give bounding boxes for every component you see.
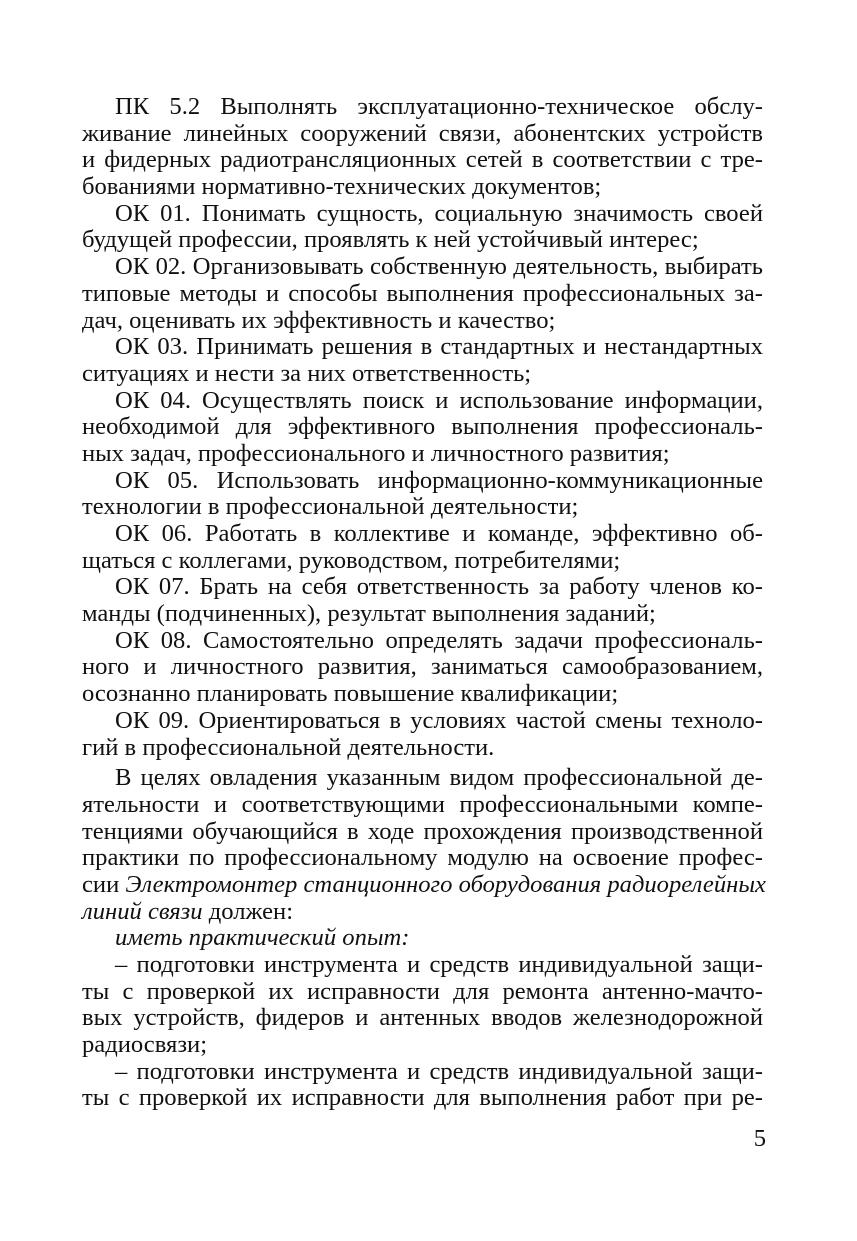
text-line: осознанно планировать повышение квалификации; xyxy=(82,680,619,708)
text-line: ОК 05. Использовать информационно-коммуникационные xyxy=(115,466,763,494)
text-line: манды (подчиненных), результат выполнения заданий; xyxy=(82,600,656,628)
text-line: живание линейных сооружений связи, абонентских устройств xyxy=(82,119,763,147)
experience-heading: иметь практический опыт: xyxy=(115,924,410,952)
paragraph-ok-04 xyxy=(82,388,763,468)
text-line: ных задач, профессионального и личностного развития; xyxy=(82,439,670,467)
text-line: ОК 04. Осуществлять поиск и использование информации, xyxy=(115,386,763,414)
text-line: вых устройств, фидеров и антенных вводов железнодорожной xyxy=(82,1004,763,1032)
text-line: типовые методы и способы выполнения профессиональных за- xyxy=(82,279,763,307)
text-line: В целях овладения указанным видом профессиональной де- xyxy=(115,764,763,792)
text-line xyxy=(82,899,763,926)
text-line: радиосвязи; xyxy=(82,1031,208,1059)
paragraph-ok-03 xyxy=(82,334,763,387)
paragraph-pk-5-2 xyxy=(82,94,763,201)
text-line: – подготовки инструмента и средств индивидуальной защи- xyxy=(115,951,763,978)
profession-prefix: сии xyxy=(82,870,126,898)
text-line: технологии в профессиональной деятельности; xyxy=(82,493,579,521)
text-line: ОК 01. Понимать сущность, социальную значимость своей xyxy=(115,199,763,227)
text-line: ты с проверкой их исправности для выполнения работ при ре- xyxy=(82,1084,763,1112)
text-line: ты с проверкой их исправности для ремонта антенно-мачто- xyxy=(82,977,763,1005)
must-text: должен: xyxy=(202,897,294,925)
paragraph-ok-02 xyxy=(82,254,763,334)
experience-item-1 xyxy=(82,952,763,1059)
paragraph-ok-07 xyxy=(82,574,763,627)
text-line: будущей профессии, проявлять к ней устойчивый интерес; xyxy=(82,226,699,254)
text-line: ОК 02. Организовывать собственную деятельность, выбирать xyxy=(115,253,763,281)
profession-title-part-2: линий связи xyxy=(82,897,203,925)
text-line: ОК 03. Принимать решения в стандартных и нестандартных xyxy=(115,333,763,361)
text-line: гий в профессиональной деятельности. xyxy=(82,733,495,761)
profession-title-part-1: Электромонтер станционного оборудования радиорелейных xyxy=(125,870,766,898)
text-line: – подготовки инструмента и средств индивидуальной защи- xyxy=(115,1057,763,1085)
text-line: щаться с коллегами, руководством, потребителями; xyxy=(82,546,621,574)
page-number: 5 xyxy=(753,1125,766,1152)
paragraph-ok-09 xyxy=(82,708,763,761)
text-line: ОК 06. Работать в коллективе и команде, эффективно об- xyxy=(115,520,763,547)
text-line: ситуациях и нести за них ответственность; xyxy=(82,359,532,387)
paragraph-intro xyxy=(82,764,766,925)
paragraph-ok-06 xyxy=(82,521,763,574)
text-line xyxy=(82,870,766,899)
text-line: ятельности и соответствующими профессиональными компе- xyxy=(82,790,763,818)
text-line: ного и личностного развития, заниматься самообразованием, xyxy=(82,653,763,681)
text-line: и фидерных радиотрансляционных сетей в соответствии с тре- xyxy=(82,146,763,174)
text-line: бованиями нормативно-технических документов; xyxy=(82,173,602,201)
text-line: дач, оценивать их эффективность и качество; xyxy=(82,306,556,334)
paragraph-ok-01 xyxy=(82,201,763,254)
text-line: ОК 07. Брать на себя ответственность за работу членов ко- xyxy=(115,573,763,601)
paragraph-ok-08 xyxy=(82,628,763,708)
text-line: ПК 5.2 Выполнять эксплуатационно-техническое обслу- xyxy=(115,93,763,120)
text-line: ОК 08. Самостоятельно определять задачи профессиональ- xyxy=(115,626,763,654)
paragraph-ok-05 xyxy=(82,468,763,521)
text-line: необходимой для эффективного выполнения профессиональ- xyxy=(82,413,763,441)
text-line: тенциями обучающийся в ходе прохождения производственной xyxy=(82,817,763,845)
text-line: практики по профессиональному модулю на освоение профес- xyxy=(82,844,763,872)
page-body xyxy=(82,93,766,1112)
experience-item-2 xyxy=(82,1059,763,1112)
text-line: ОК 09. Ориентироваться в условиях частой смены техноло- xyxy=(115,706,763,734)
